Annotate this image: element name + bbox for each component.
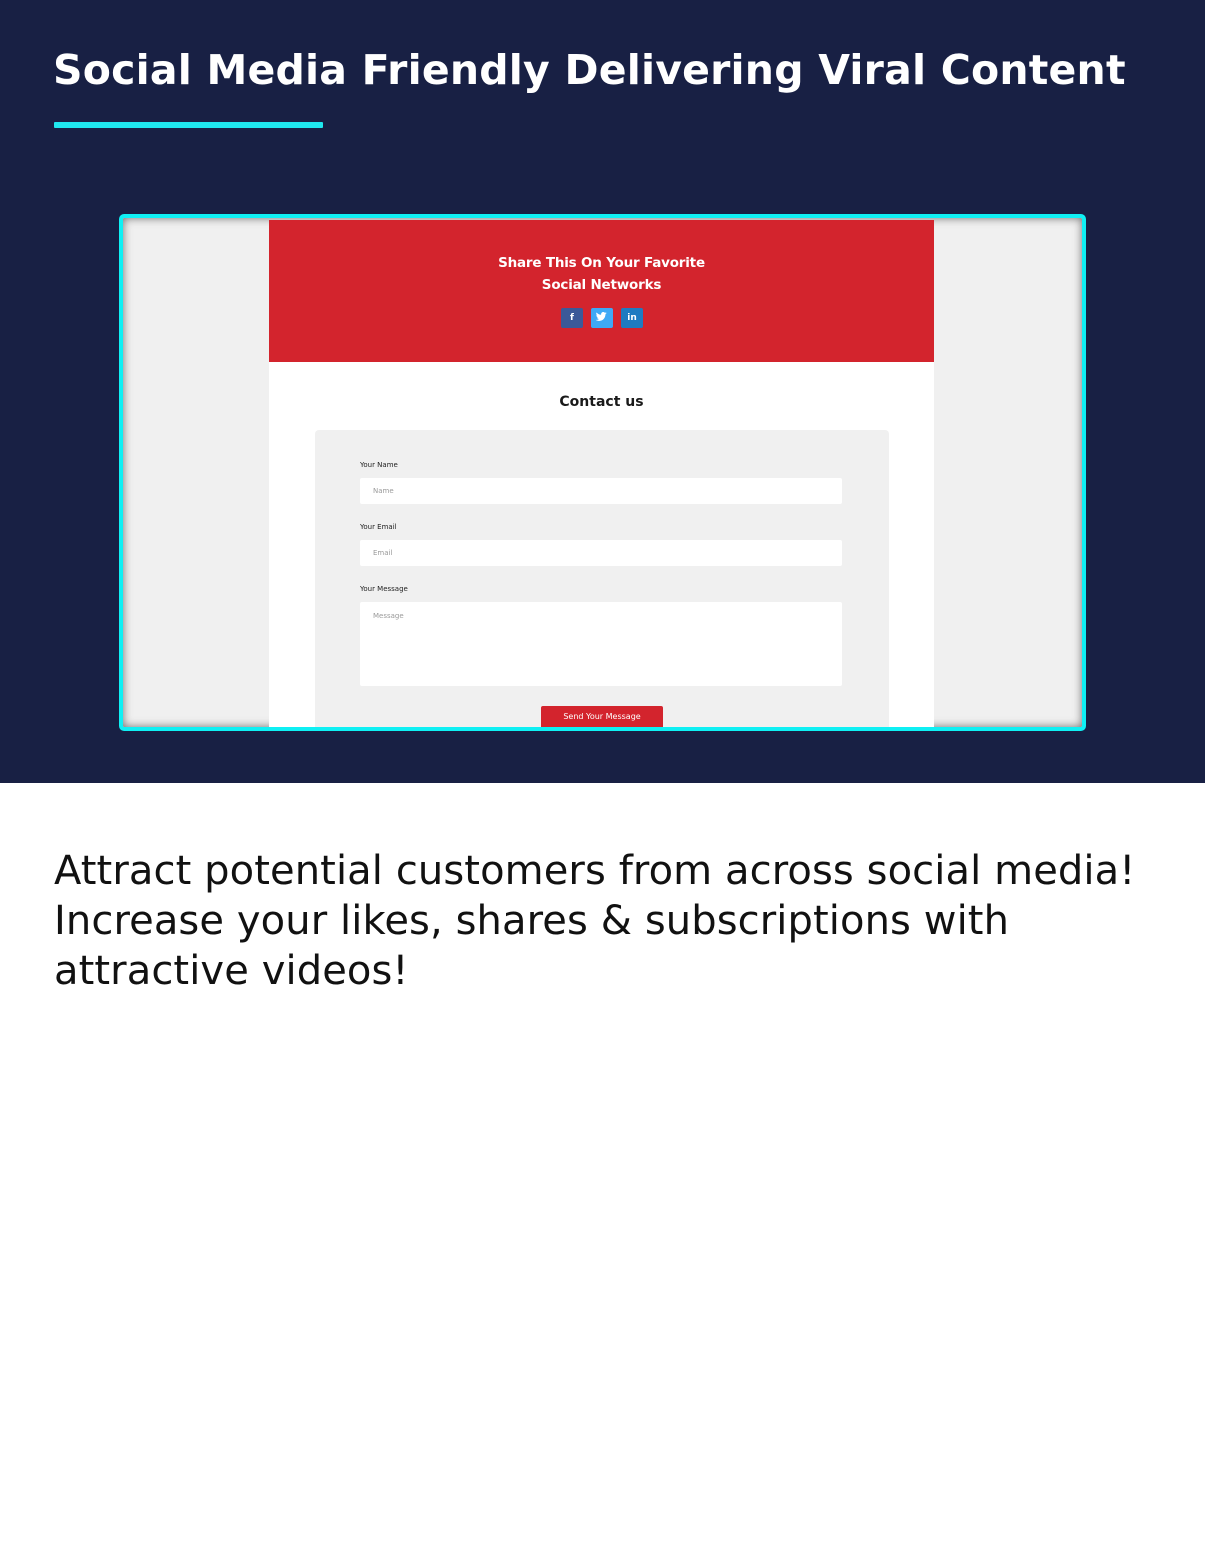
message-label: Your Message [360,585,408,593]
contact-heading: Contact us [559,394,644,410]
share-heading-line1: Share This On Your Favorite [498,255,705,271]
name-input[interactable]: Name [360,478,842,504]
description-text: Attract potential customers from across social media! Increase your likes, shares & subscriptions with attractive videos! [54,848,1136,994]
name-label: Your Name [360,461,398,469]
screenshot-frame [119,214,1086,731]
contact-form [315,430,889,731]
mock-page [269,220,934,731]
hero-title: Social Media Friendly Delivering Viral Content [53,46,1126,94]
message-textarea[interactable]: Message [360,602,842,686]
share-banner [269,220,934,362]
linkedin-icon[interactable]: in [621,308,643,328]
send-message-button[interactable]: Send Your Message [541,706,663,731]
social-icons [561,308,643,328]
twitter-icon[interactable] [591,308,613,328]
share-heading-line2: Social Networks [541,277,662,293]
facebook-icon[interactable]: f [561,308,583,328]
title-underline [54,122,323,128]
email-label: Your Email [360,523,397,531]
twitter-bird-glyph [591,308,613,328]
email-input[interactable]: Email [360,540,842,566]
